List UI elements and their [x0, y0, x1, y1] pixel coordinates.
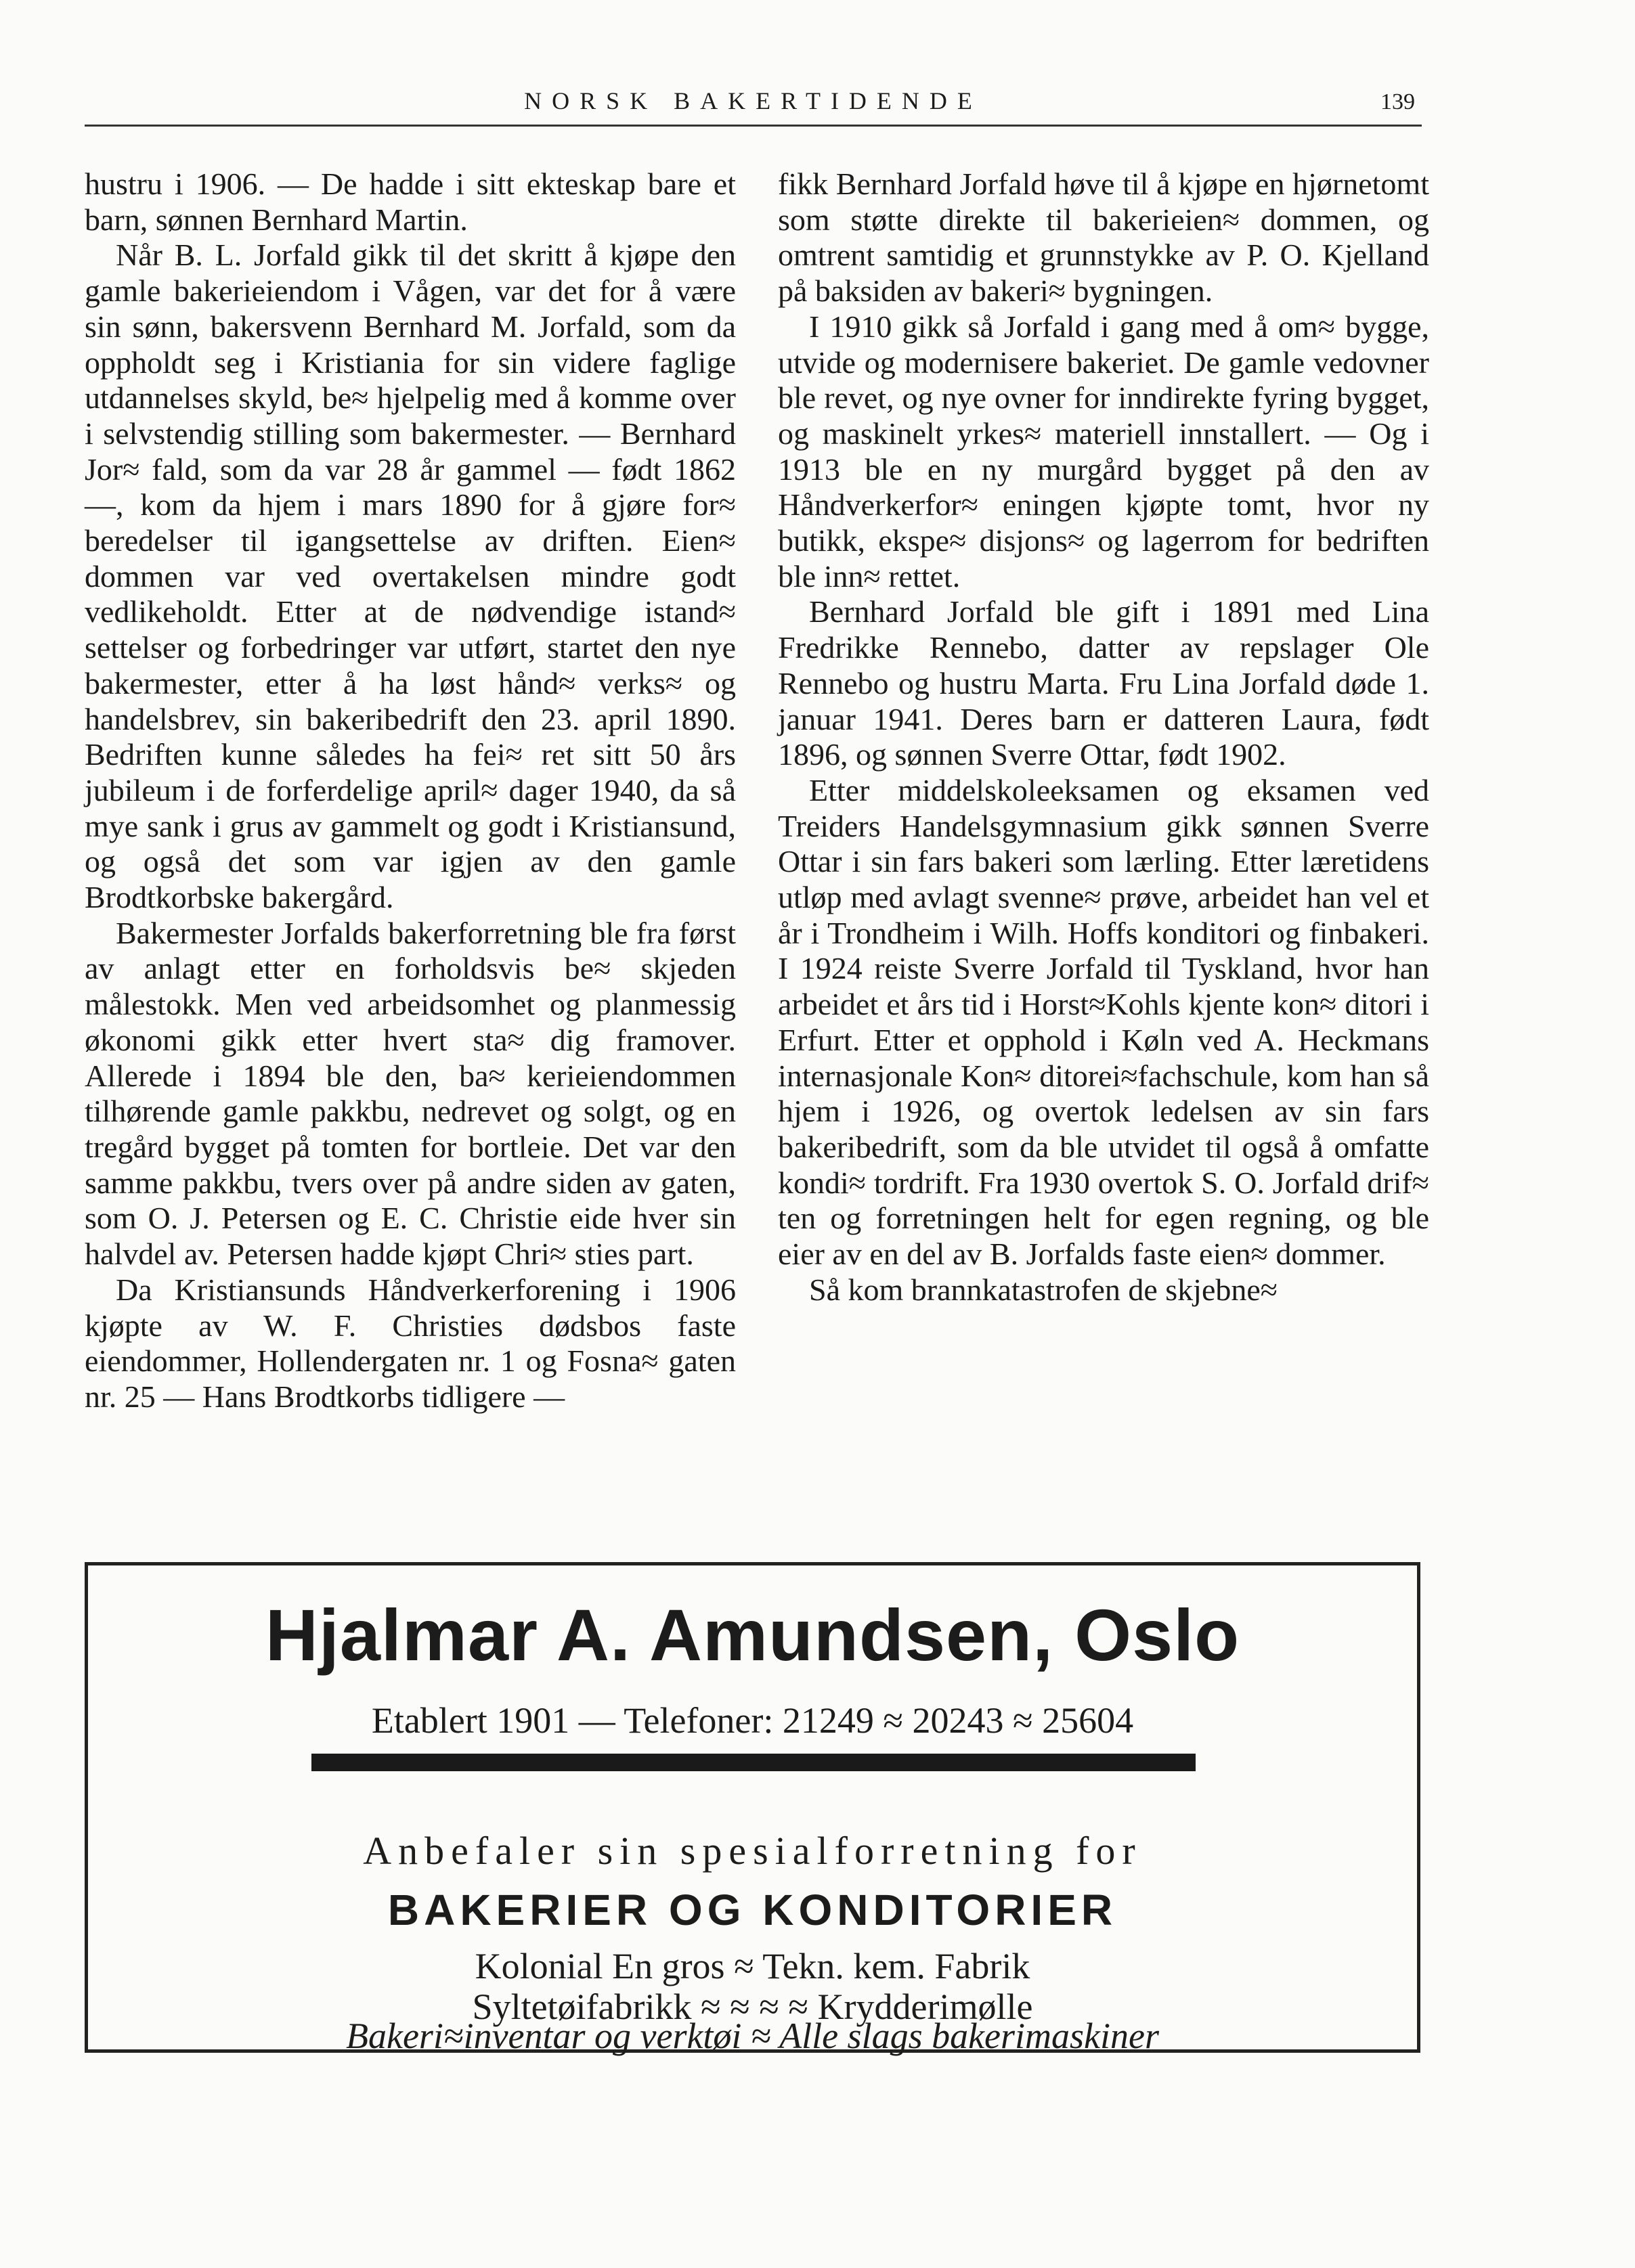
ad-line-2: Syltetøifabrikk ≈ ≈ ≈ ≈ Krydderimølle [472, 1986, 1033, 2027]
ad-line-1: Kolonial En gros ≈ Tekn. kem. Fabrik [475, 1946, 1030, 1986]
right-column [778, 166, 1429, 1308]
paragraph: Bernhard Jorfald ble gift i 1891 med Lina Fredrikke Rennebo, datter av repslager Ole Rennebo og hustru Marta. Fru Lina Jorfald døde 1. januar 1941. Deres barn er datteren Laura, født 1896, og sønnen Sverre Ottar, født 1902. [778, 594, 1429, 772]
paragraph: Bakermester Jorfalds bakerforretning ble fra først av anlagt etter en forholdsvis be≈ skjeden målestokk. Men ved arbeidsomhet og planmessig økonomi gikk etter hvert sta≈ dig framover. Allerede i 1894 ble den, ba≈ kerieiendommen tilhørende gamle pakkbu, nedrevet og solgt, og en tregård bygget på tomten for bortleie. Det var den samme pakkbu, tvers over på andre siden av gaten, som O. J. Petersen og E. C. Christie eide hver sin halvdel av. Petersen hadde kjøpt Chri≈ sties part. [85, 915, 736, 1272]
ad-headline: BAKERIER OG KONDITORIER [387, 1886, 1118, 1934]
ad-contacts: Etablert 1901 — Telefoner: 21249 ≈ 20243 ≈ 25604 [371, 1700, 1134, 1741]
left-column [85, 166, 736, 1415]
paragraph: hustru i 1906. — De hadde i sitt ekteskap bare et barn, sønnen Bernhard Martin. [85, 166, 736, 237]
ad-footer: Bakeri≈inventar og verktøi ≈ Alle slags bakerimaskiner [345, 2016, 1160, 2056]
paragraph: I 1910 gikk så Jorfald i gang med å om≈ bygge, utvide og modernisere bakeriet. De gamle vedovner ble revet, og nye ovner for inndirekte fyring bygget, og maskinelt yrkes≈ materiell innstallert. — Og i 1913 ble en ny murgård bygget på den av Håndverkerfor≈ eningen kjøpte tomt, hvor ny butikk, ekspe≈ disjons≈ og lagerrom for bedriften ble inn≈ rettet. [778, 309, 1429, 594]
page-number: 139 [1380, 89, 1415, 114]
paragraph: Så kom brannkatastrofen de skjebne≈ [809, 1272, 1278, 1307]
advertisement-box [85, 1562, 1420, 2056]
paragraph: fikk Bernhard Jorfald høve til å kjøpe en hjørnetomt som støtte direkte til bakerieien≈ dommen, og omtrent samtidig et grunnstykke av P. O. Kjelland på baksiden av bakeri≈ bygningen. [778, 166, 1429, 309]
paragraph: Når B. L. Jorfald gikk til det skritt å kjøpe den gamle bakerieiendom i Vågen, var det for å være sin sønn, bakersvenn Bernhard M. Jorfald, som da oppholdt seg i Kristiania for sin videre faglige utdannelses skyld, be≈ hjelpelig med å komme over i selvstendig stilling som bakermester. — Bernhard Jor≈ fald, som da var 28 år gammel — født 1862 —, kom da hjem i mars 1890 for å gjøre for≈ beredelser til igangsettelse av driften. Eien≈ dommen var ved overtakelsen mindre godt vedlikeholdt. Etter at de nødvendige istand≈ settelser og forbedringer var utført, startet den nye bakermester, etter å ha løst hånd≈ verks≈ og handelsbrev, sin bakeribedrift den 23. april 1890. Bedriften kunne således ha fei≈ ret sitt 50 års jubileum i de forferdelige april≈ dager 1940, da så mye sank i grus av gammelt og godt i Kristiansund, og også det som var igjen av den gamle Brodtkorbske bakergård. [85, 238, 736, 915]
ad-tagline: Anbefaler sin spesialforretning for [363, 1829, 1142, 1873]
running-header [85, 87, 1422, 127]
paragraph: Etter middelskoleeksamen og eksamen ved Treiders Handelsgymnasium gikk sønnen Sverre Ottar i sin fars bakeri som lærling. Etter læretidens utløp med avlagt svenne≈ prøve, arbeidet han vel et år i Trondheim i Wilh. Hoffs konditori og finbakeri. I 1924 reiste Sverre Jorfald til Tyskland, hvor han arbeidet et års tid i Horst≈Kohls kjente kon≈ ditori i Erfurt. Etter et opphold i Køln ved A. Heckmans internasjonale Kon≈ ditorei≈fachschule, kom han så hjem i 1926, og overtok ledelsen av sin fars bakeribedrift, som da ble utvidet til også å omfatte kondi≈ tordrift. Fra 1930 overtok S. O. Jorfald drif≈ ten og forretningen helt for egen regning, og ble eier av en del av B. Jorfalds faste eien≈ dommer. [778, 772, 1429, 1272]
ad-company-name: Hjalmar A. Amundsen, Oslo [265, 1594, 1240, 1676]
ad-divider-bar [311, 1754, 1196, 1771]
journal-title: NORSK BAKERTIDENDE [524, 87, 982, 114]
paragraph: Da Kristiansunds Håndverkerforening i 1906 kjøpte av W. F. Christies dødsbos faste eiendommer, Hollendergaten nr. 1 og Fosna≈ gaten nr. 25 — Hans Brodtkorbs tidligere — [85, 1272, 736, 1414]
